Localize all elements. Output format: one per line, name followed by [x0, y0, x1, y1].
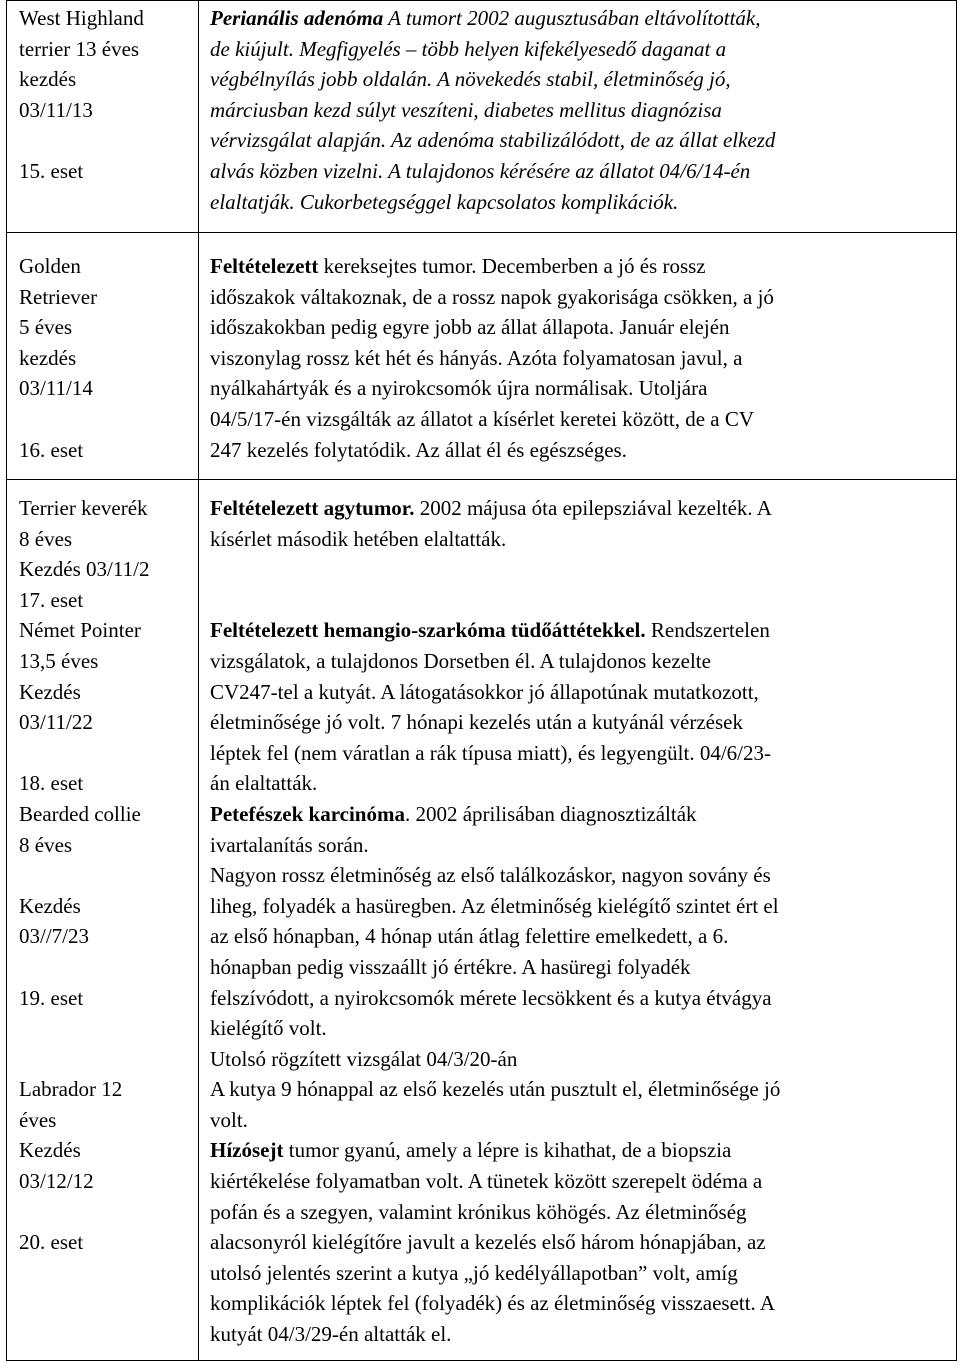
- dog-info-line: 5 éves: [19, 315, 73, 340]
- description-text: CV247-tel a kutyát. A látogatásokkor jó állapotúnak mutatkozott,: [210, 679, 759, 704]
- dog-info-line: [19, 1197, 194, 1228]
- dog-info-line: 18. eset: [19, 771, 84, 796]
- description-text: végbélnyílás jobb oldalán. A növekedés stabil, életminőség jó,: [210, 67, 731, 92]
- dog-info-line: [19, 1044, 194, 1075]
- description-text: 2002 májusa óta epilepsziával kezelték. A: [414, 496, 772, 520]
- description-line: [210, 554, 955, 585]
- description-text: 04/5/17-én vizsgálták az állatot a kísérlet keretei között, de a CV: [210, 406, 755, 431]
- description-line: [210, 251, 955, 282]
- description-text: vérvizsgálat alapján. Az adenóma stabilizálódott, de az állat elkezd: [210, 128, 776, 153]
- column-divider: [198, 1, 199, 1360]
- dog-info-line: 8 éves: [19, 832, 73, 857]
- dog-info-line: Golden: [19, 254, 81, 278]
- description-line: [210, 3, 955, 34]
- description-line: [210, 677, 955, 708]
- description-text: időszakokban pedig egyre jobb az állat állapota. Január elején: [210, 315, 730, 340]
- dog-info-line: 19. eset: [19, 985, 84, 1010]
- row-1-case-description: [210, 3, 955, 217]
- description-line: [210, 282, 955, 313]
- dog-info-line: Labrador 12: [19, 1077, 123, 1102]
- description-text: tumor gyanú, amely a lépre is kihathat, de a biopszia: [283, 1138, 732, 1163]
- description-text: kutyát 04/3/29-én altatták el.: [210, 1322, 452, 1347]
- description-text: márciusban kezd súlyt veszíteni, diabetes mellitus diagnózisa: [210, 97, 722, 122]
- description-line: [210, 312, 955, 343]
- dog-info-line: Német Pointer: [19, 618, 141, 643]
- dog-info-line: 03/11/13: [19, 97, 93, 122]
- description-line: [210, 891, 955, 922]
- dog-info-line: 20. eset: [19, 1230, 84, 1255]
- description-text: elaltatják. Cukorbetegséggel kapcsolatos komplikációk.: [210, 189, 679, 214]
- description-line: [210, 1135, 955, 1166]
- description-line: [210, 34, 955, 65]
- description-text: felszívódott, a nyirokcsomók mérete lecsökkent és a kutya étvágya: [210, 985, 772, 1010]
- case-table: [6, 0, 957, 1361]
- dog-info-line: [19, 125, 194, 156]
- description-text: . 2002 áprilisában diagnosztizálták: [404, 801, 697, 826]
- dog-info-line: Kezdés: [19, 893, 81, 918]
- description-text: alvás közben vizelni. A tulajdonos kérésére az állatot 04/6/14-én: [210, 158, 751, 183]
- description-text: kiértékelése folyamatban volt. A tünetek között szerepelt ödéma a: [210, 1169, 763, 1194]
- dog-info-line: Bearded collie: [19, 801, 141, 826]
- description-text: án elaltatták.: [210, 771, 318, 796]
- description-line: [210, 1319, 955, 1350]
- dog-info-line: 03/12/12: [19, 1169, 94, 1194]
- dog-info-line: 13,5 éves: [19, 648, 99, 673]
- description-text: életminősége jó volt. 7 hónapi kezelés után a kutyánál vérzések: [210, 710, 743, 735]
- dog-info-line: 16. eset: [19, 437, 84, 462]
- description-text: 247 kezelés folytatódik. Az állat él és egészséges.: [210, 437, 627, 462]
- description-text: Rendszertelen: [645, 618, 770, 643]
- dog-info-line: [19, 952, 194, 983]
- dog-info-line: 15. eset: [19, 158, 84, 183]
- description-line: [210, 615, 955, 646]
- description-text: az első hónapban, 4 hónap után átlag felettire emelkedett, a 6.: [210, 924, 729, 949]
- description-line: [210, 404, 955, 435]
- description-text: Nagyon rossz életminőség az első találkozáskor, nagyon sovány és: [210, 863, 771, 888]
- description-text: A tumort 2002 augusztusában eltávolították,: [383, 6, 761, 30]
- description-line: [210, 1044, 955, 1075]
- row-2-dog-info: [19, 251, 194, 465]
- description-text: kísérlet második hetében elaltatták.: [210, 526, 507, 551]
- description-line: [210, 125, 955, 156]
- dog-info-line: 17. eset: [19, 587, 84, 612]
- row-3-case-description: [210, 493, 955, 1350]
- description-line: [210, 187, 955, 218]
- description-text: kereksejtes tumor. Decemberben a jó és rossz: [318, 254, 706, 278]
- description-text: Utolsó rögzített vizsgálat 04/3/20-án: [210, 1046, 518, 1071]
- description-line: [210, 524, 955, 555]
- description-text: Feltételezett: [210, 254, 319, 278]
- row-divider-1: [7, 232, 956, 233]
- description-text: liheg, folyadék a hasüregben. Az életminőség kielégítő szintet ért el: [210, 893, 779, 918]
- description-line: [210, 830, 955, 861]
- dog-info-line: Kezdés: [19, 679, 81, 704]
- description-line: [210, 768, 955, 799]
- description-line: [210, 95, 955, 126]
- description-line: [210, 983, 955, 1014]
- dog-info-line: Kezdés: [19, 1138, 81, 1163]
- row-1-dog-info: [19, 3, 194, 187]
- row-2-case-description: [210, 251, 955, 465]
- description-line: [210, 1105, 955, 1136]
- description-line: [210, 1166, 955, 1197]
- description-line: [210, 707, 955, 738]
- description-line: [210, 738, 955, 769]
- description-line: [210, 373, 955, 404]
- description-text: komplikációk léptek fel (folyadék) és az életminőség visszaesett. A: [210, 1291, 776, 1316]
- description-text: A kutya 9 hónappal az első kezelés után pusztult el, életminősége jó: [210, 1077, 781, 1102]
- description-line: [210, 1013, 955, 1044]
- description-text: volt.: [210, 1107, 248, 1132]
- description-line: [210, 860, 955, 891]
- description-text: de kiújult. Megfigyelés – több helyen kifekélyesedő daganat a: [210, 36, 727, 61]
- description-line: [210, 343, 955, 374]
- dog-info-line: terrier 13 éves: [19, 36, 140, 61]
- description-text: alacsonyról kielégítőre javult a kezelés első három hónapjában, az: [210, 1230, 766, 1255]
- dog-info-line: éves: [19, 1107, 57, 1132]
- description-text: hónapban pedig visszaállt jó értékre. A hasüregi folyadék: [210, 954, 691, 979]
- description-text: utolsó jelentés szerint a kutya „jó kedélyállapotban” volt, amíg: [210, 1260, 738, 1285]
- description-line: [210, 1258, 955, 1289]
- description-text: viszonylag rossz két hét és hányás. Azóta folyamatosan javul, a: [210, 345, 743, 370]
- description-line: [210, 435, 955, 466]
- dog-info-line: West Highland: [19, 6, 144, 30]
- dog-info-line: Terrier keverék: [19, 496, 148, 520]
- description-text: Feltételezett agytumor.: [210, 496, 415, 520]
- dog-info-line: Retriever: [19, 284, 98, 309]
- dog-info-line: [19, 1013, 194, 1044]
- dog-info-line: kezdés: [19, 345, 77, 370]
- description-line: [210, 156, 955, 187]
- description-line: [210, 799, 955, 830]
- description-text: nyálkahártyák és a nyirokcsomók újra normálisak. Utoljára: [210, 376, 708, 401]
- description-line: [210, 1074, 955, 1105]
- description-text: kielégítő volt.: [210, 1016, 327, 1041]
- description-text: Perianális adenóma: [210, 6, 384, 30]
- dog-info-line: 03/11/22: [19, 710, 93, 735]
- description-line: [210, 952, 955, 983]
- description-text: ivartalanítás során.: [210, 832, 369, 857]
- description-line: [210, 1288, 955, 1319]
- row-divider-2: [7, 479, 956, 480]
- dog-info-line: 03//7/23: [19, 924, 90, 949]
- description-text: Petefészek karcinóma: [210, 801, 405, 826]
- dog-info-line: kezdés: [19, 67, 77, 92]
- description-text: léptek fel (nem váratlan a rák típusa miatt), és legyengült. 04/6/23-: [210, 740, 771, 765]
- dog-info-line: [19, 404, 194, 435]
- dog-info-line: [19, 860, 194, 891]
- dog-info-line: [19, 738, 194, 769]
- description-text: vizsgálatok, a tulajdonos Dorsetben él. A tulajdonos kezelte: [210, 648, 711, 673]
- description-line: [210, 646, 955, 677]
- dog-info-line: 8 éves: [19, 526, 73, 551]
- description-text: Feltételezett hemangio-szarkóma tüdőáttétekkel.: [210, 618, 646, 643]
- description-text: pofán és a szegyen, valamint krónikus köhögés. Az életminőség: [210, 1199, 747, 1224]
- description-text: Hízósejt: [210, 1138, 284, 1163]
- description-line: [210, 1197, 955, 1228]
- description-line: [210, 921, 955, 952]
- description-line: [210, 585, 955, 616]
- dog-info-line: Kezdés 03/11/2: [19, 557, 150, 582]
- description-text: időszakok váltakoznak, de a rossz napok gyakorisága csökken, a jó: [210, 284, 774, 309]
- dog-info-line: 03/11/14: [19, 376, 93, 401]
- row-3-dog-info: [19, 493, 194, 1258]
- description-line: [210, 64, 955, 95]
- description-line: [210, 493, 955, 524]
- description-line: [210, 1227, 955, 1258]
